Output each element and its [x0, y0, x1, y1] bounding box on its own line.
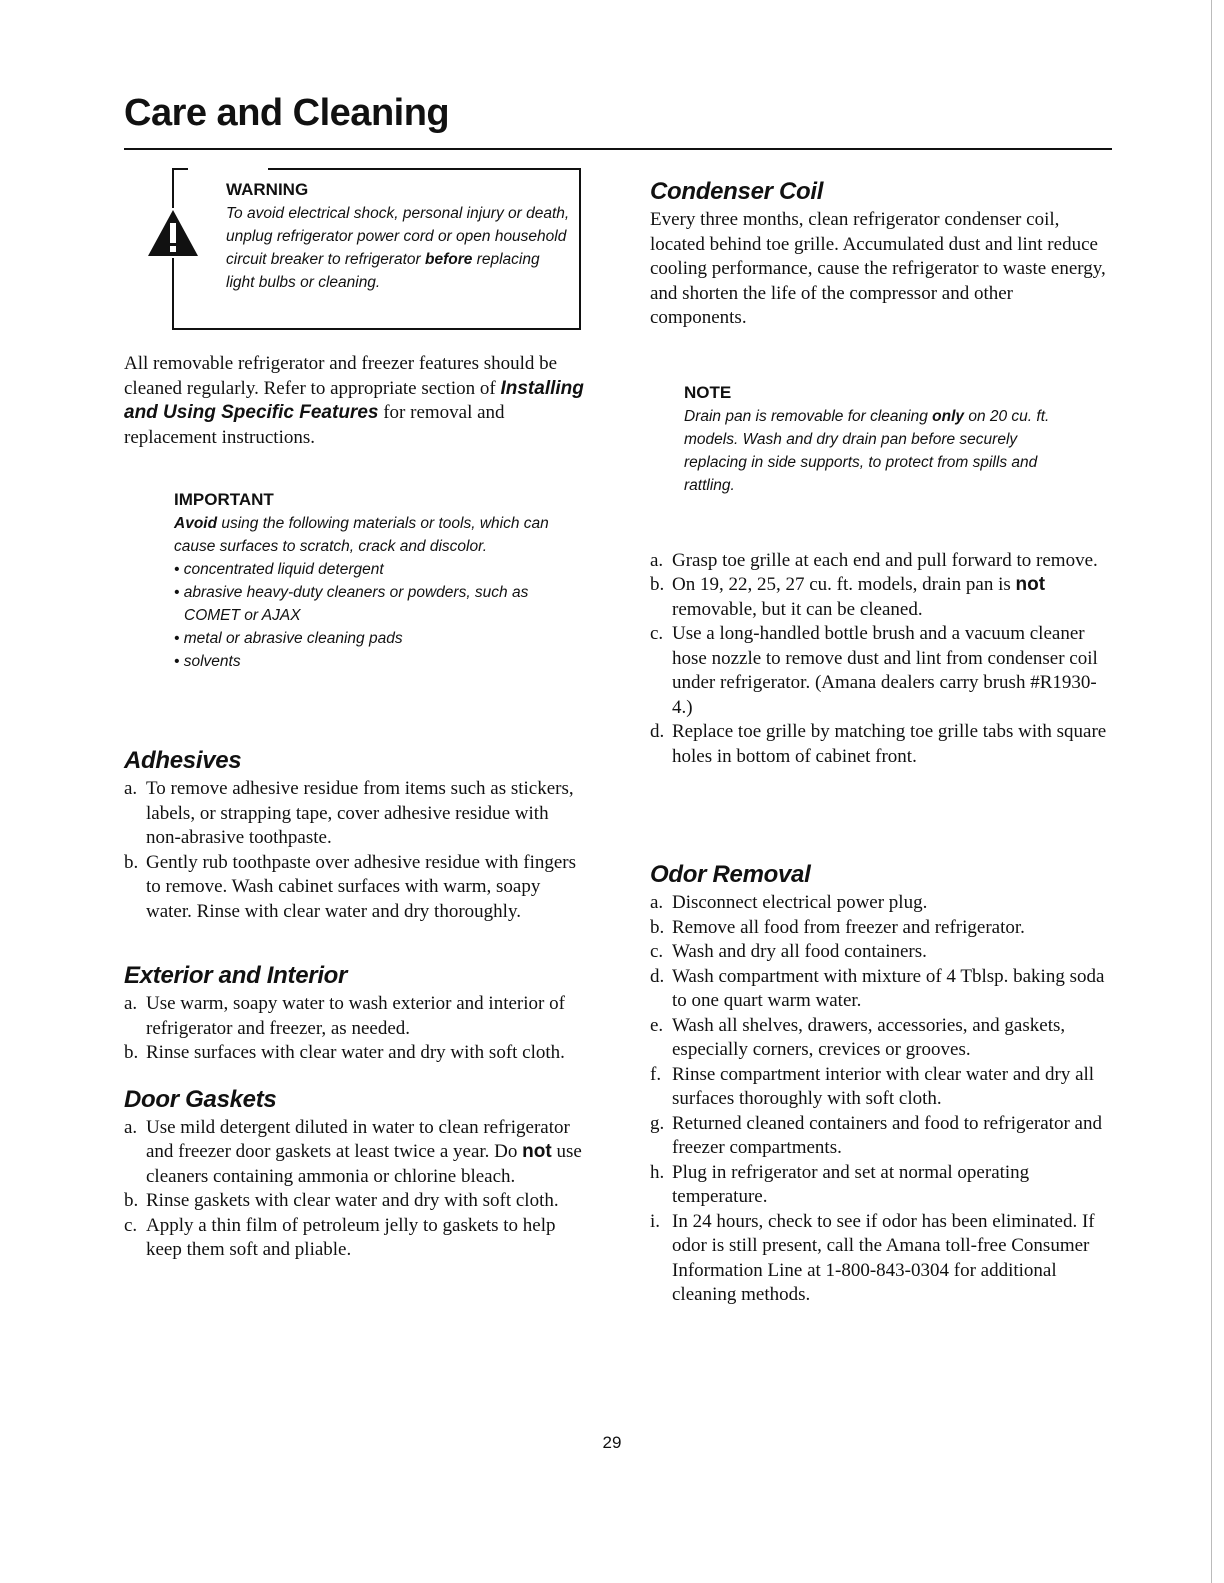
important-text: Avoid using the following materials or tools, which can cause surfaces to scratch, crack and discolor.: [174, 515, 549, 555]
avoid-item: • abrasive heavy-duty cleaners or powders, such as COMET or AJAX: [174, 584, 529, 624]
warning-triangle-icon: [146, 208, 200, 258]
warning-text: To avoid electrical shock, personal injury or death, unplug refrigerator power cord or open household circuit breaker to refrigerator before replacing light bulbs or cleaning.: [226, 205, 570, 291]
list-item: a. Grasp toe grille at each end and pull forward to remove.: [650, 549, 1098, 571]
list-item: c. Use a long-handled bottle brush and a vacuum cleaner hose nozzle to remove dust and lint from condenser coil under refrigerator. (Amana dealers carry brush #R1930-4.): [650, 623, 1098, 718]
title-divider: [124, 148, 1112, 150]
list-item: b. Rinse gaskets with clear water and dry with soft cloth.: [124, 1190, 559, 1211]
list-item: a. Use warm, soapy water to wash exterior and interior of refrigerator and freezer, as needed.: [124, 993, 565, 1039]
note-notice: [684, 383, 1084, 497]
right-column: [650, 168, 1112, 1308]
intro-paragraph: All removable refrigerator and freezer features should be cleaned regularly. Refer to appropriate section of Installing and Using Specific Features for removal and replacement instructions.: [124, 353, 584, 448]
note-text: Drain pan is removable for cleaning only on 20 cu. ft. models. Wash and dry drain pan before securely replacing in side supports, to protect from spills and rattling.: [684, 407, 1050, 494]
exterior-interior-heading: Exterior and Interior: [124, 962, 348, 989]
important-heading: IMPORTANT: [174, 490, 274, 509]
list-item: c. Apply a thin film of petroleum jelly to gaskets to help keep them soft and pliable.: [124, 1214, 556, 1260]
list-item: b. Remove all food from freezer and refrigerator.: [650, 916, 1025, 938]
exterior-interior-steps: [124, 992, 584, 1066]
condenser-coil-text: Every three months, clean refrigerator condenser coil, located behind toe grille. Accumulated dust and lint reduce cooling performance, cause the refrigerator to waste energy, and shorten the life of the compressor and other components.: [650, 209, 1106, 328]
avoid-item: • solvents: [174, 653, 241, 670]
list-item: c. Wash and dry all food containers.: [650, 941, 927, 962]
adhesives-heading: Adhesives: [124, 747, 242, 774]
door-gaskets-heading: Door Gaskets: [124, 1085, 277, 1113]
list-item: b. Gently rub toothpaste over adhesive residue with fingers to remove. Wash cabinet surfaces with warm, soapy water. Rinse with clear water and dry thoroughly.: [124, 851, 577, 922]
section-reference: Installing and Using Specific Features: [124, 377, 584, 423]
odor-removal-heading: Odor Removal: [650, 861, 811, 888]
avoid-item: • concentrated liquid detergent: [174, 561, 384, 578]
page-title: Care and Cleaning: [124, 92, 450, 134]
important-notice: [174, 490, 584, 673]
avoid-list: [174, 558, 584, 673]
odor-removal-steps: [650, 891, 1112, 1308]
note-heading: NOTE: [684, 382, 732, 402]
list-item: a. Disconnect electrical power plug.: [650, 892, 928, 913]
scan-edge-divider: [1211, 0, 1212, 1583]
list-item: e. Wash all shelves, drawers, accessories, and gaskets, especially corners, crevices or grooves.: [650, 1014, 1066, 1060]
condenser-coil-heading: Condenser Coil: [650, 178, 824, 205]
list-item: a. Use mild detergent diluted in water to clean refrigerator and freezer door gaskets at least twice a year. Do not use cleaners containing ammonia or chlorine bleach.: [124, 1116, 582, 1187]
list-item: d. Replace toe grille by matching toe grille tabs with square holes in bottom of cabinet front.: [650, 721, 1107, 767]
avoid-item: • metal or abrasive cleaning pads: [174, 630, 403, 647]
list-item: g. Returned cleaned containers and food to refrigerator and freezer compartments.: [650, 1112, 1102, 1158]
list-item: h. Plug in refrigerator and set at normal operating temperature.: [650, 1161, 1030, 1207]
left-column: [124, 168, 584, 1263]
page-number: 29: [602, 1433, 622, 1452]
list-item: d. Wash compartment with mixture of 4 Tblsp. baking soda to one quart warm water.: [650, 965, 1105, 1011]
list-item: i. In 24 hours, check to see if odor has been eliminated. If odor is still present, call the Amana toll-free Consumer Information Line at 1-800-843-0304 for additional cleaning methods.: [650, 1210, 1095, 1305]
condenser-coil-steps: [650, 549, 1112, 770]
door-gaskets-steps: [124, 1116, 584, 1263]
adhesives-steps: [124, 777, 584, 924]
list-item: f. Rinse compartment interior with clear water and dry all surfaces thoroughly with soft cloth.: [650, 1063, 1095, 1109]
list-item: b. Rinse surfaces with clear water and dry with soft cloth.: [124, 1042, 565, 1063]
warning-heading: WARNING: [226, 180, 309, 199]
list-item: a. To remove adhesive residue from items such as stickers, labels, or strapping tape, cover adhesive residue with non-abrasive toothpaste.: [124, 778, 574, 848]
list-item: b. On 19, 22, 25, 27 cu. ft. models, drain pan is not removable, but it can be cleaned.: [650, 574, 1046, 620]
warning-box: [172, 168, 581, 330]
